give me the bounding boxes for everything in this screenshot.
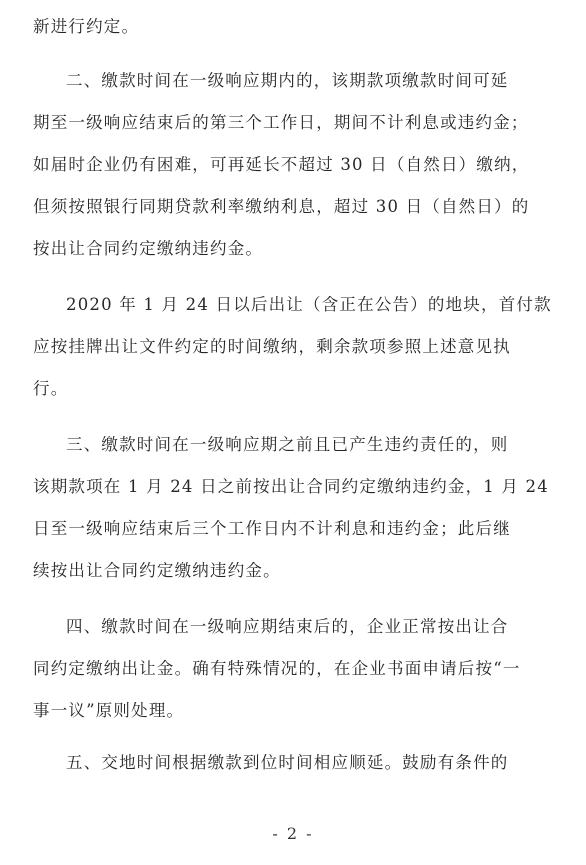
paragraph-5-line: 五、交地时间根据缴款到位时间相应顺延。鼓励有条件的 [66, 753, 509, 772]
paragraph-3-line: 三、缴款时间在一级响应期之前且已产生违约责任的，则 [66, 435, 509, 454]
page-number: - 2 - [272, 824, 314, 843]
text-line: 事一议”原则处理。 [33, 701, 185, 720]
paragraph-4-line: 四、缴款时间在一级响应期结束后的，企业正常按出让合 [66, 617, 509, 636]
text-line: 如届时企业仍有困难，可再延长不超过 30 日（自然日）缴纳， [33, 155, 530, 174]
text-line: 行。 [33, 379, 69, 398]
paragraph-note-line: 2020 年 1 月 24 日以后出让（含正在公告）的地块，首付款 [66, 295, 552, 314]
text-line: 日至一级响应结束后三个工作日内不计利息和违约金；此后继 [33, 519, 511, 538]
text-line: 期至一级响应结束后的第三个工作日，期间不计利息或违约金； [33, 113, 529, 132]
text-line: 新进行约定。 [33, 17, 140, 36]
text-line: 同约定缴纳出让金。确有特殊情况的，在企业书面申请后按“一 [33, 659, 521, 678]
text-line: 续按出让合同约定缴纳违约金。 [33, 561, 281, 580]
text-line: 该期款项在 1 月 24 日之前按出让合同约定缴纳违约金，1 月 24 [33, 477, 549, 496]
text-line: 按出让合同约定缴纳违约金。 [33, 239, 264, 258]
paragraph-2-line: 二、缴款时间在一级响应期内的，该期款项缴款时间可延 [66, 71, 509, 90]
text-line: 但须按照银行同期贷款利率缴纳利息，超过 30 日（自然日）的 [33, 197, 530, 216]
text-line: 应按挂牌出让文件约定的时间缴纳，剩余款项参照上述意见执 [33, 337, 511, 356]
